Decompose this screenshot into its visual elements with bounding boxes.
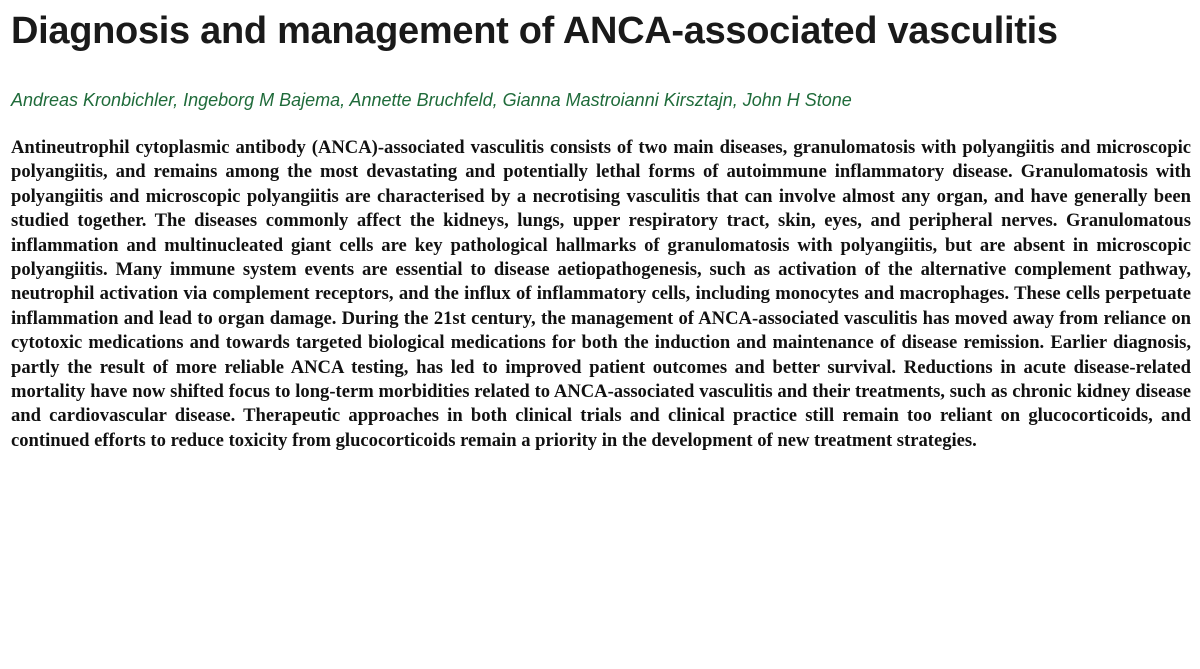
article-title: Diagnosis and management of ANCA-associated vasculitis: [11, 10, 1058, 52]
author-list: Andreas Kronbichler, Ingeborg M Bajema, Annette Bruchfeld, Gianna Mastroianni Kirsztajn, John H Stone: [11, 90, 852, 110]
abstract-text: Antineutrophil cytoplasmic antibody (ANCA)-associated vasculitis consists of two main diseases, granulomatosis with polyangiitis and microscopic polyangiitis, and remains among the most devastating and potentially lethal forms of autoimmune inflammatory disease. Granulomatosis with polyangiitis and microscopic polyangiitis are characterised by a necrotising vasculitis that can involve almost any organ, and have generally been studied together. The diseases commonly affect the kidneys, lungs, upper respiratory tract, skin, eyes, and peripheral nerves. Granulomatous inflammation and multinucleated giant cells are key pathological hallmarks of granulomatosis with polyangiitis, but are absent in microscopic polyangiitis. Many immune system events are essential to disease aetiopathogenesis, such as activation of the alternative complement pathway, neutrophil activation via complement receptors, and the influx of inflammatory cells, including monocytes and macrophages. These cells perpetuate inflammation and lead to organ damage. During the 21st century, the management of ANCA-associated vasculitis has moved away from reliance on cytotoxic medications and towards targeted biological medications for both the induction and maintenance of disease remission. Earlier diagnosis, partly the result of more reliable ANCA testing, has led to improved patient outcomes and better survival. Reductions in acute disease-related mortality have now shifted focus to long-term morbidities related to ANCA-associated vasculitis and their treatments, such as chronic kidney disease and cardiovascular disease. Therapeutic approaches in both clinical trials and clinical practice still remain too reliant on glucocorticoids, and continued efforts to reduce toxicity from glucocorticoids remain a priority in the development of new treatment strategies.: [11, 137, 1191, 451]
